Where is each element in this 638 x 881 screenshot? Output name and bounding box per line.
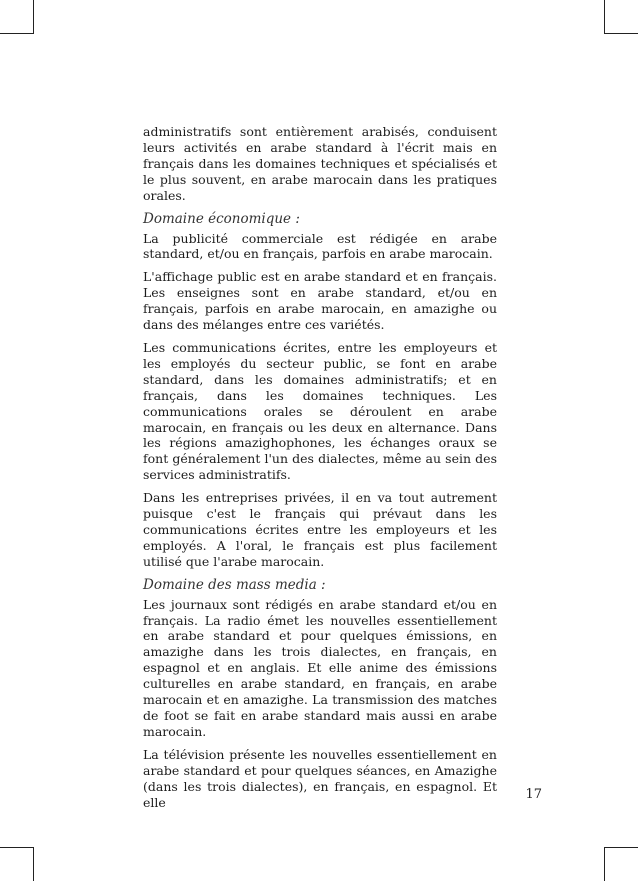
section-heading-economique: Domaine économique : <box>143 210 300 227</box>
crop-mark-top-right-horizontal <box>604 33 638 34</box>
crop-mark-bottom-left-vertical <box>33 847 34 881</box>
crop-mark-bottom-left-horizontal <box>0 847 34 848</box>
section-heading-mass-media: Domaine des mass media : <box>143 576 326 593</box>
paragraph: La publicité commerciale est rédigée en arabe standard, et/ou en français, parfois en arabe marocain. <box>143 230 497 262</box>
crop-mark-top-right-vertical <box>604 0 605 34</box>
page-number: 17 <box>525 787 542 802</box>
paragraph: L'affichage public est en arabe standard et en français. Les enseignes sont en arabe standard, et/ou en français, parfois en arabe marocain, en amazighe ou dans des mélanges entre ces variétés. <box>143 269 497 333</box>
crop-mark-bottom-right-vertical <box>604 847 605 881</box>
crop-mark-top-left-vertical <box>33 0 34 34</box>
paragraph: Les communications écrites, entre les employeurs et les employés du secteur public, se font en arabe standard, dans les domaines administratifs; et en français, dans les domaines techniques. Les communications orales se déroulent en arabe marocain, en français ou les deux en alternance. Dans les régions amazighophones, les échanges oraux se font généralement l'un des dialectes, même au sein des services administratifs. <box>143 339 497 483</box>
paragraph: Dans les entreprises privées, il en va tout autrement puisque c'est le français qui prévaut dans les communications écrites entre les employeurs et les employés. A l'oral, le français est plus facilement utilisé que l'arabe marocain. <box>143 490 497 569</box>
paragraph: administratifs sont entièrement arabisés, conduisent leurs activités en arabe standard à l'écrit mais en français dans les domaines techniques et spécialisés et le plus souvent, en arabe marocain dans les pratiques orales. <box>143 124 497 203</box>
paragraph: La télévision présente les nouvelles essentiellement en arabe standard et pour quelques séances, en Amazighe (dans les trois dialectes), en français, en espagnol. Et elle <box>143 746 497 810</box>
crop-mark-bottom-right-horizontal <box>604 847 638 848</box>
paragraph: Les journaux sont rédigés en arabe standard et/ou en français. La radio émet les nouvelles essentiellement en arabe standard et pour quelques émissions, en amazighe dans les trois dialectes, en français, en espagnol et en anglais. Et elle anime des émissions culturelles en arabe standard, en français, en arabe marocain et en amazighe. La transmission des matches de foot se fait en arabe standard mais aussi en arabe marocain. <box>143 596 497 739</box>
crop-mark-top-left-horizontal <box>0 33 34 34</box>
page-body <box>143 124 497 817</box>
